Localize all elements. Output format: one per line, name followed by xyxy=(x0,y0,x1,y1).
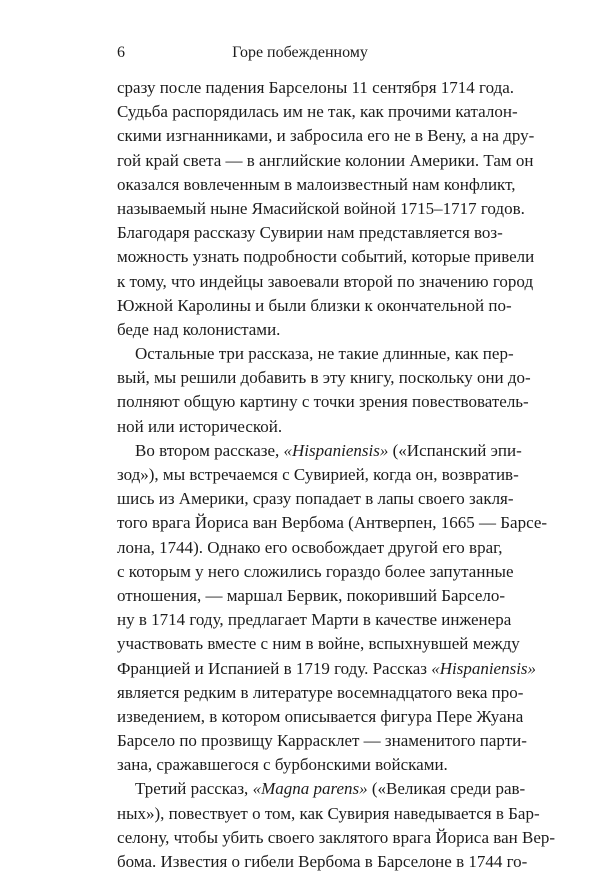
text-line: вый, мы решили добавить в эту книгу, поскольку они до- xyxy=(117,368,531,388)
text-line: Остальные три рассказа, не такие длинные, как пер- xyxy=(135,344,514,364)
text-line: полняют общую картину с точки зрения повествователь- xyxy=(117,392,529,412)
text-run: Во втором рассказе, xyxy=(135,440,284,460)
text-line: ных»), повествует о том, как Сувирия наведывается в Бар- xyxy=(117,803,540,823)
text-line: гой край света — в английские колонии Америки. Там он xyxy=(117,150,534,170)
text-run: («Испанский эпи- xyxy=(388,440,522,460)
text-line: Барсело по прозвищу Каррасклет — знаменитого парти- xyxy=(117,731,527,751)
running-title: Горе побежденному xyxy=(232,44,368,61)
italic-title: «Hispaniensis» xyxy=(431,658,537,678)
text-line: называемый ныне Ямасийской войной 1715–1717 годов. xyxy=(117,198,525,218)
text-line: с которым у него сложились гораздо более запутанные xyxy=(117,561,514,581)
text-line: бома. Известия о гибели Вербома в Барселоне в 1744 го- xyxy=(117,852,528,871)
text-line: зана, сражавшегося с бурбонскими войсками. xyxy=(117,755,448,775)
page-number: 6 xyxy=(117,44,125,61)
text-line: является редким в литературе восемнадцатого века про- xyxy=(117,682,524,702)
paragraph xyxy=(117,777,556,874)
body-text xyxy=(117,76,556,874)
text-line: участвовать вместе с ним в войне, вспыхнувшей между xyxy=(117,634,520,654)
text-run: Францией и Испанией в 1719 году. Рассказ xyxy=(117,658,432,678)
paragraph xyxy=(117,342,531,439)
text-line: селону, чтобы убить своего заклятого врага Йориса ван Вер- xyxy=(117,827,556,847)
text-line: Судьба распорядилась им не так, как прочими каталон- xyxy=(117,102,518,122)
text-line: беде над колонистами. xyxy=(117,319,281,339)
text-line: оказался вовлеченным в малоизвестный нам конфликт, xyxy=(117,174,516,194)
text-line xyxy=(117,439,522,463)
text-line: ну в 1714 году, предлагает Марти в качестве инженера xyxy=(117,610,512,630)
text-line: к тому, что индейцы завоевали второй по значению город xyxy=(117,271,534,291)
text-line: сразу после падения Барселоны 11 сентября 1714 года. xyxy=(117,78,515,97)
text-line: шись из Америки, сразу попадает в лапы своего закля- xyxy=(117,489,514,509)
text-line: Благодаря рассказу Сувирии нам представляется воз- xyxy=(117,223,503,243)
text-line: скими изгнанниками, и забросила его не в Вену, а на дру- xyxy=(117,126,535,146)
text-line: отношения, — маршал Бервик, покоривший Барсело- xyxy=(117,585,506,605)
text-line: изведением, в котором описывается фигура Пере Жуана xyxy=(117,706,524,726)
paragraph xyxy=(117,76,535,342)
text-line: Южной Каролины и были близки к окончательной по- xyxy=(117,295,512,315)
paragraph xyxy=(117,439,548,778)
text-line: зод»), мы встречаемся с Сувирией, когда он, возвратив- xyxy=(117,465,519,484)
italic-title: «Magna parens» xyxy=(252,779,368,799)
text-run: Третий рассказ, xyxy=(135,779,253,799)
text-line: лона, 1744). Однако его освобождает другой его враг, xyxy=(117,537,503,557)
text-line: того врага Йориса ван Вербома (Антверпен, 1665 — Барсе- xyxy=(117,513,548,533)
text-line xyxy=(117,657,537,681)
italic-title: «Hispaniensis» xyxy=(283,440,389,460)
text-line: можность узнать подробности событий, которые привели xyxy=(117,247,535,267)
text-line: ной или исторической. xyxy=(117,416,283,436)
text-line xyxy=(117,777,526,801)
text-run: («Великая среди рав- xyxy=(367,779,526,799)
